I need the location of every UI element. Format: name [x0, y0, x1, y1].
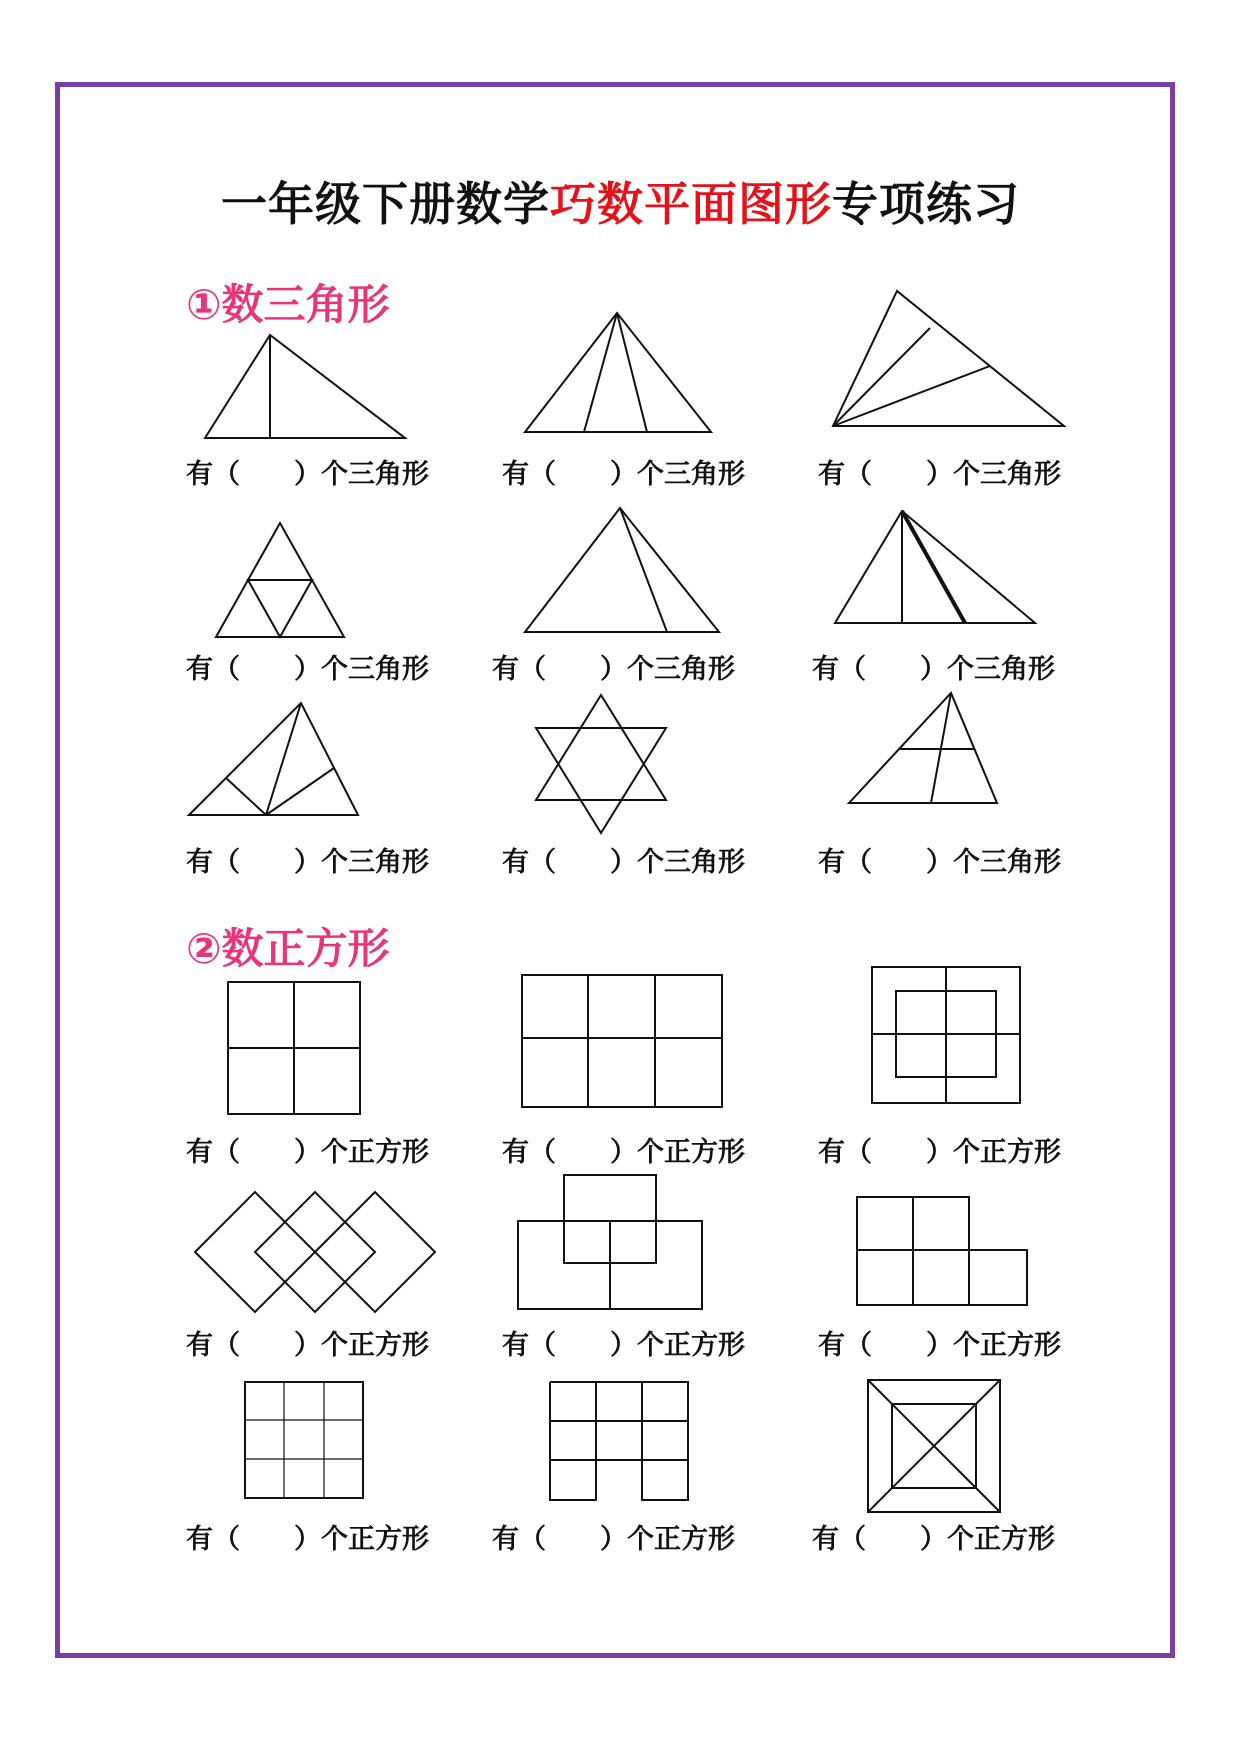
triangle-answer-2: 有（ ）个三角形 — [502, 459, 745, 490]
section-heading-triangles: ①数三角形 — [186, 280, 390, 329]
triangle-figure-6 — [832, 508, 1038, 626]
triangle-answer-9: 有（ ）个三角形 — [818, 847, 1061, 878]
triangle-answer-3: 有（ ）个三角形 — [818, 459, 1061, 490]
triangle-answer-7: 有（ ）个三角形 — [186, 847, 429, 878]
square-figure-1 — [226, 980, 362, 1116]
square-answer-7: 有（ ）个正方形 — [186, 1524, 429, 1555]
square-answer-2: 有（ ）个正方形 — [502, 1137, 745, 1168]
triangle-answer-5: 有（ ）个三角形 — [492, 654, 735, 685]
square-answer-1: 有（ ）个正方形 — [186, 1137, 429, 1168]
square-answer-8: 有（ ）个正方形 — [492, 1524, 735, 1555]
square-answer-4: 有（ ）个正方形 — [186, 1330, 429, 1361]
square-figure-7-grid — [243, 1380, 365, 1500]
triangle-figure-7 — [186, 700, 361, 818]
page-title: 一年级下册数学巧数平面图形专项练习 — [221, 177, 1020, 231]
section-heading-squares: ②数正方形 — [186, 924, 390, 973]
triangle-figure-8-star — [533, 692, 669, 836]
triangle-figure-5 — [522, 505, 722, 635]
square-answer-6: 有（ ）个正方形 — [818, 1330, 1061, 1361]
triangle-answer-6: 有（ ）个三角形 — [812, 654, 1055, 685]
square-answer-3: 有（ ）个正方形 — [818, 1137, 1061, 1168]
square-answer-9: 有（ ）个正方形 — [812, 1524, 1055, 1555]
square-answer-5: 有（ ）个正方形 — [502, 1330, 745, 1361]
square-figure-8 — [548, 1380, 690, 1502]
square-figure-4-diamonds — [193, 1190, 439, 1314]
triangle-figure-3 — [830, 288, 1068, 430]
triangle-figure-1 — [200, 330, 410, 442]
triangle-answer-4: 有（ ）个三角形 — [186, 654, 429, 685]
triangle-answer-8: 有（ ）个三角形 — [502, 847, 745, 878]
triangle-figure-4 — [213, 520, 347, 640]
triangle-answer-1: 有（ ）个三角形 — [186, 459, 429, 490]
square-figure-6 — [855, 1195, 1029, 1307]
square-figure-2 — [520, 973, 724, 1109]
square-figure-9 — [866, 1378, 1002, 1514]
square-figure-3 — [870, 965, 1022, 1105]
square-figure-5 — [516, 1173, 704, 1311]
triangle-figure-9 — [846, 690, 1000, 806]
triangle-figure-2 — [522, 310, 714, 435]
